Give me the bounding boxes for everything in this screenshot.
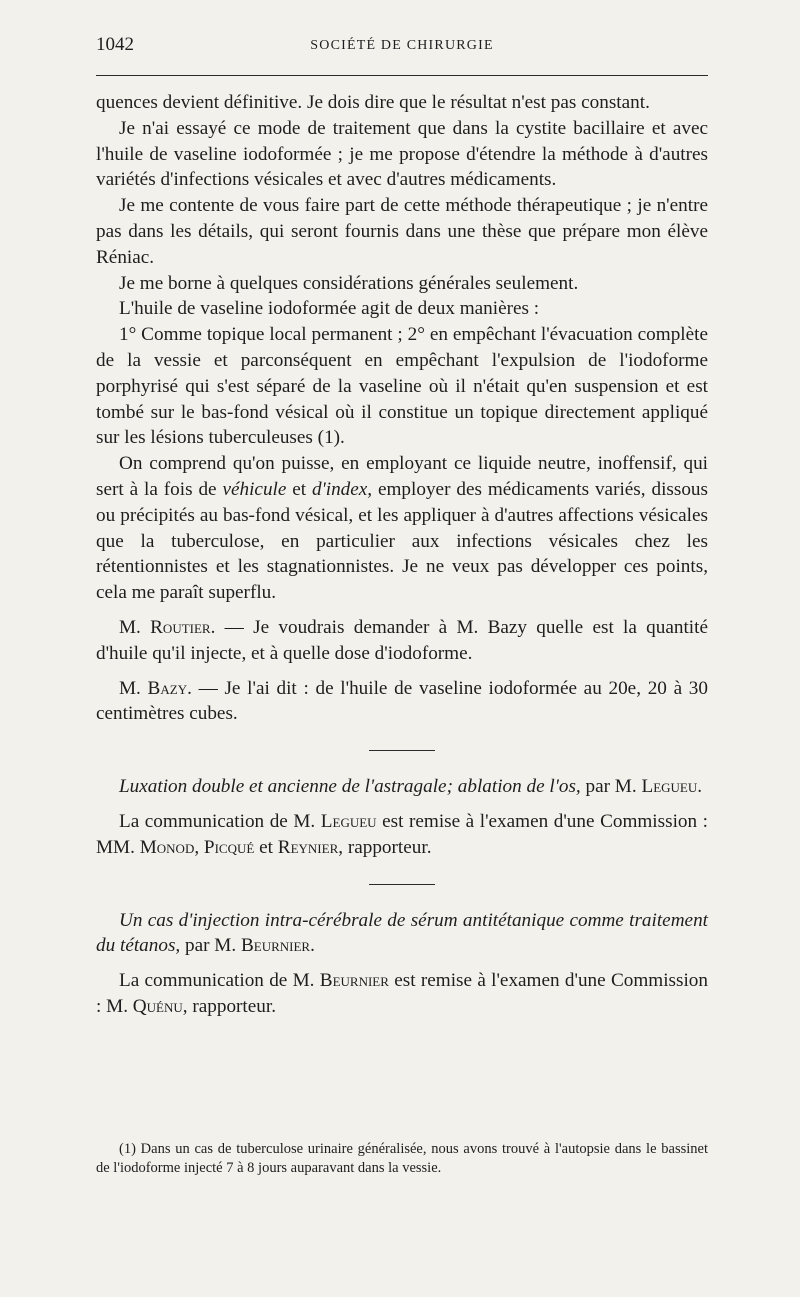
title-author: Beurnier. [240,935,315,957]
paragraph: quences devient définitive. Je dois dire que le résultat n'est pas constant. [96,92,650,113]
title-text: Luxation double et ancienne de l'astragale; ablation de l'os, [119,776,581,798]
title-text: Un cas d'injection intra-cérébrale de sérum antitétanique comme traitement du tétanos, [96,909,708,957]
italic-term: véhicule [222,478,287,500]
text-part: La communication de M. [119,970,320,992]
title-author: Legueu. [641,776,703,798]
title-by: par M. [180,935,241,957]
page-body [96,90,708,1020]
text-part: et [254,836,278,858]
speaker-text: — Je voudrais demander à M. Bazy quelle est la quantité d'huile qu'il injecte, et à quelle dose d'iodoforme. [96,616,708,664]
text-part: La communication de M. [119,810,321,832]
person-name: Reynier [277,836,339,858]
italic-term: d'index, [312,478,373,500]
paragraph-text: On comprend qu'on puisse, en employant ce liquide neutre, inoffensif, qui sert à la fois de [96,453,708,500]
speaker-name: M. Bazy. [119,677,192,699]
speaker-bazy [96,676,708,728]
section-title [96,908,708,960]
speaker-routier [96,615,708,667]
section-text [96,968,708,1020]
section-rule [369,750,435,751]
footnote [96,1140,708,1178]
section-rule [369,884,435,885]
speaker-name: M. Routier. [119,616,216,638]
text-part: est remise à l'examen d'une Commission : M. [96,970,708,1017]
title-by: par M. [580,776,642,798]
person-name: Beurnier [319,970,389,992]
paragraph: Je me contente de vous faire part de cette méthode thérapeutique ; je n'entre pas dans les détails, qui seront fournis dans une thèse que prépare mon élève Réniac. [96,195,708,268]
person-name: Quénu [132,995,183,1017]
paragraph: L'huile de vaseline iodoformée agit de deux manières : [119,298,540,320]
paragraph: Je me borne à quelques considérations générales seulement. [119,272,579,294]
page-header [96,34,708,60]
paragraph-text: employer des médicaments variés, dissous ou précipités au bas-fond vésical, et les appliquer à d'autres affections vésicales que la tuberculose, en particulier aux infections vésicales chez les rétentionnistes et les stagnationnistes. Je ne veux pas développer ces points, cela me paraît superflu. [96,478,708,604]
footnote-text: (1) Dans un cas de tuberculose urinaire généralisée, nous avons trouvé à l'autopsie dans le bassinet de l'iodoforme injecté 7 à 8 jours auparavant dans la vessie. [96,1141,708,1176]
section-text [96,809,708,861]
person-name: Legueu [320,810,377,832]
paragraph [96,451,708,606]
page-number: 1042 [96,34,134,55]
running-head: SOCIÉTÉ DE CHIRURGIE [310,38,494,53]
person-name: Monod, Picqué [139,836,255,858]
text-part: , rapporteur. [182,995,277,1017]
text-part: est remise à l'examen d'une Commission : MM. [96,810,708,858]
text-part: , rapporteur. [338,836,432,858]
header-rule [96,75,708,76]
speaker-text: — Je l'ai dit : de l'huile de vaseline iodoformée au 20e, 20 à 30 centimètres cubes. [96,677,708,725]
paragraph: Je n'ai essayé ce mode de traitement que dans la cystite bacillaire et avec l'huile de vaseline iodoformée ; je me propose d'étendre la méthode à d'autres variétés d'infections vésicales et avec d'autres médicaments. [96,117,708,191]
paragraph-text: et [286,478,313,500]
section-title [96,774,708,800]
paragraph: 1° Comme topique local permanent ; 2° en empêchant l'évacuation complète de la vessie et parconséquent en empêchant l'expulsion de l'iodoforme porphyrisé qui s'est séparé de la vaseline où il n'était qu'en suspension et est tombé sur le bas-fond vésical où il constitue un topique directement appliqué sur les lésions tuberculeuses (1). [96,324,708,449]
